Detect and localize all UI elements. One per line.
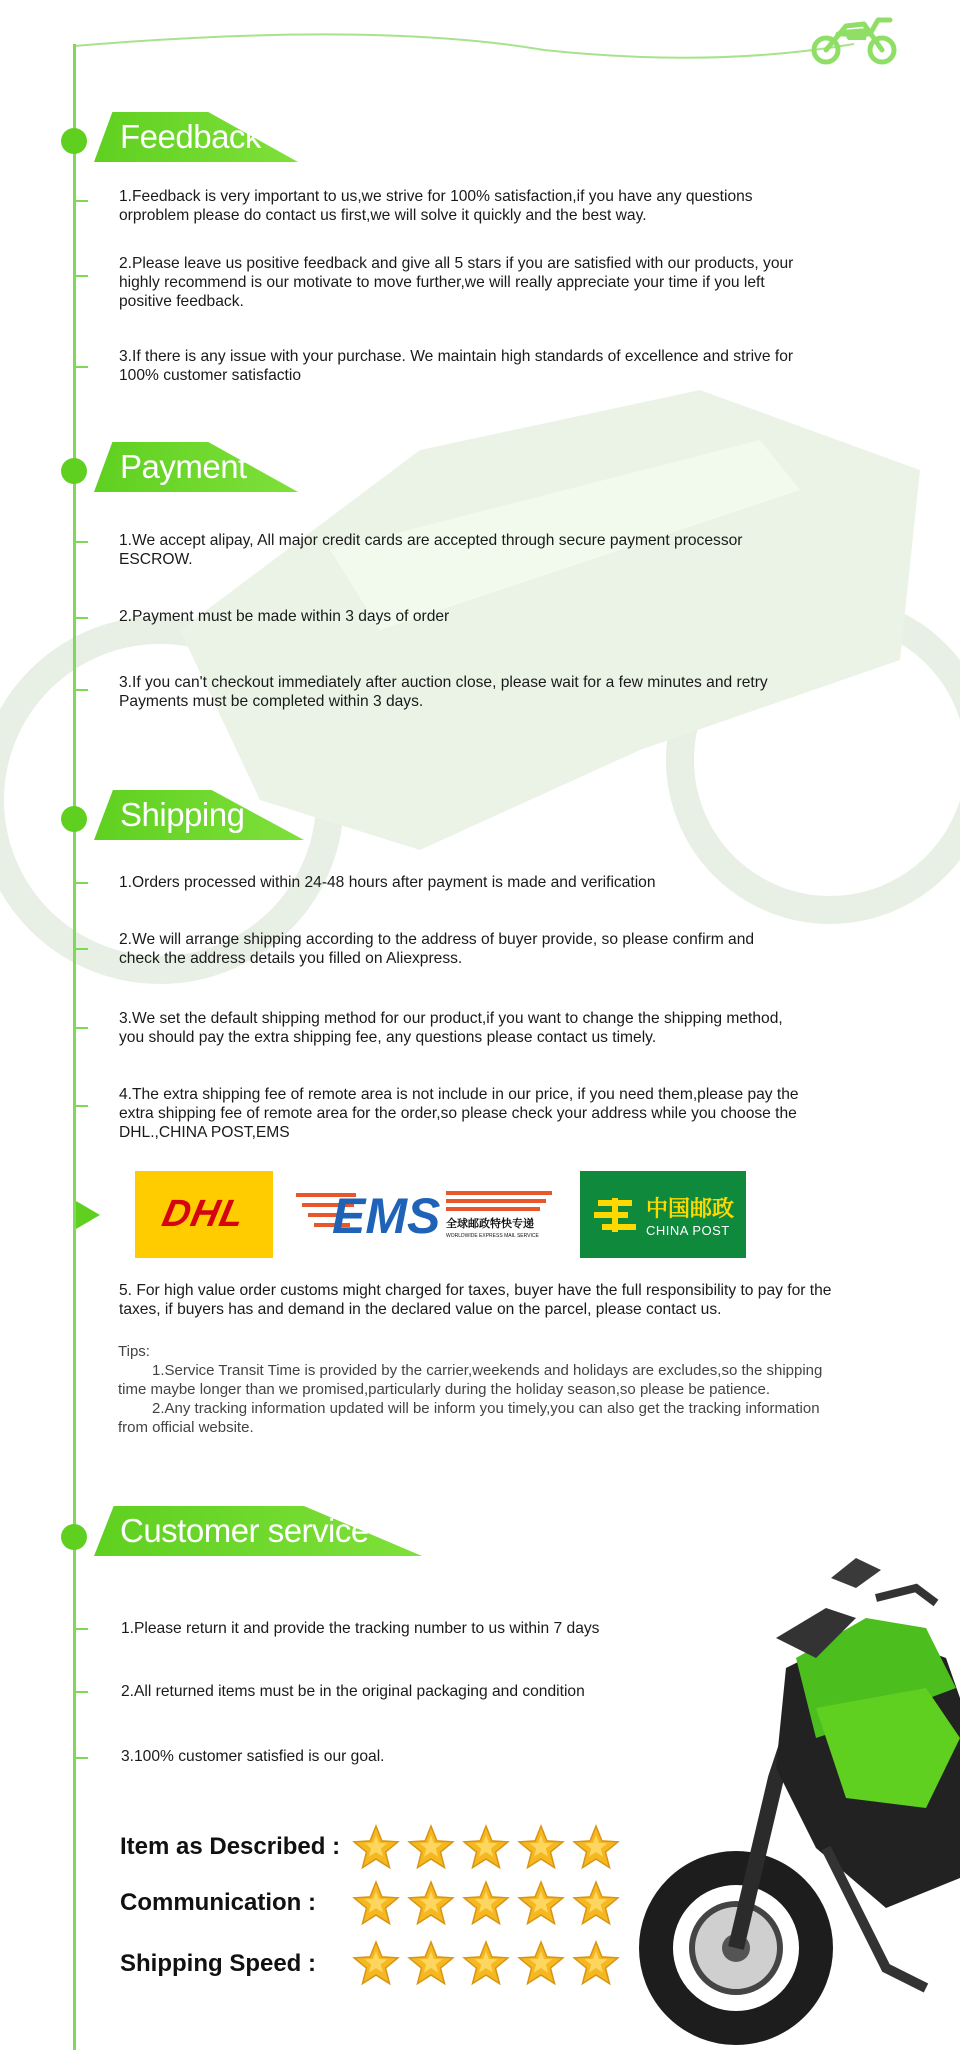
dhl-logo — [135, 1171, 273, 1258]
rating-stars — [352, 1879, 620, 1927]
china-post-cn: 中国邮政 — [645, 1195, 734, 1221]
tip-item-1: 1.Service Transit Time is provided by the carrier,weekends and holidays are excludes,so the shipping time maybe longer than we promised,particularly during the holiday season,so please be patience. — [118, 1362, 823, 1398]
timeline-line — [73, 44, 76, 2050]
rating-stars — [352, 1939, 620, 1987]
star-icon — [517, 1823, 565, 1871]
star-icon — [407, 1939, 455, 1987]
timeline-tick — [76, 366, 88, 368]
feedback-item-2: 2.Please leave us positive feedback and give all 5 stars if you are satisfied with our products, your highly recommend is our motivate to move further,we will really appreciate your time if you left positive feedback. — [119, 255, 794, 310]
payment-item-1: 1.We accept alipay, All major credit cards are accepted through secure payment processor ESCROW. — [119, 532, 743, 568]
tips-title: Tips: — [118, 1343, 150, 1360]
feedback-item-3: 3.If there is any issue with your purchase. We maintain high standards of excellence and strive for 100% customer satisfactio — [119, 348, 794, 384]
customer-service-item-2: 2.All returned items must be in the original packaging and condition — [121, 1683, 585, 1700]
ems-logo-graphic — [296, 1171, 552, 1258]
shipping-tips — [118, 1342, 838, 1437]
timeline-tick — [76, 1628, 88, 1630]
timeline-tick — [76, 882, 88, 884]
star-icon — [572, 1879, 620, 1927]
shipping-item-2: 2.We will arrange shipping according to the address of buyer provide, so please confirm and check the address details you filled on Aliexpress. — [119, 931, 755, 967]
rating-label-shipping-speed: Shipping Speed : — [120, 1950, 316, 1977]
star-icon — [352, 1939, 400, 1987]
star-icon — [517, 1939, 565, 1987]
star-icon — [407, 1823, 455, 1871]
shipping-header — [94, 790, 304, 840]
timeline-node — [61, 1524, 87, 1550]
china-post-text — [646, 1192, 734, 1238]
star-icon — [462, 1939, 510, 1987]
star-icon — [407, 1879, 455, 1927]
timeline-tick — [76, 541, 88, 543]
shipping-item-5: 5. For high value order customs might charged for taxes, buyer have the full responsibility to pay for the taxes, if buyers has and demand in the declared value on the parcel, please contact us. — [119, 1282, 832, 1318]
feedback-item-1: 1.Feedback is very important to us,we strive for 100% satisfaction,if you have any questions orproblem please do contact us first,we will solve it quickly and the best way. — [119, 188, 753, 224]
timeline-tick — [76, 1757, 88, 1759]
timeline-tick — [76, 617, 88, 619]
star-icon — [352, 1823, 400, 1871]
timeline-tick — [76, 689, 88, 691]
timeline-node — [61, 128, 87, 154]
star-icon — [572, 1939, 620, 1987]
china-post-emblem-icon — [592, 1192, 638, 1238]
shipping-item-1: 1.Orders processed within 24-48 hours after payment is made and verification — [119, 874, 656, 891]
star-icon — [517, 1879, 565, 1927]
timeline-tick — [76, 1691, 88, 1693]
payment-item-2: 2.Payment must be made within 3 days of order — [119, 608, 450, 625]
ems-logo — [296, 1171, 552, 1258]
top-curve-line — [74, 26, 894, 66]
customer-service-header — [94, 1506, 422, 1556]
star-icon — [572, 1823, 620, 1871]
timeline-node — [61, 806, 87, 832]
timeline-tick — [76, 275, 88, 277]
motorcycle-icon — [808, 10, 900, 68]
customer-service-item-3: 3.100% customer satisfied is our goal. — [121, 1748, 385, 1765]
payment-header — [94, 442, 298, 492]
ems-logo-cn: 全球邮政特快专递 — [446, 1217, 534, 1230]
shipping-item-3: 3.We set the default shipping method for our product,if you want to change the shipping method, you should pay the extra shipping fee, any questions please contact us timely. — [119, 1010, 783, 1046]
section-title: Payment — [120, 448, 247, 485]
star-icon — [462, 1879, 510, 1927]
feedback-header — [94, 112, 298, 162]
china-post-en: CHINA POST — [645, 1222, 730, 1238]
customer-service-item-1: 1.Please return it and provide the tracking number to us within 7 days — [121, 1620, 600, 1637]
section-title: Shipping — [120, 796, 245, 833]
star-icon — [352, 1879, 400, 1927]
rating-label-communication: Communication : — [120, 1889, 316, 1916]
timeline-arrow — [76, 1201, 100, 1229]
section-title: Feedback — [120, 118, 261, 155]
tip-item-2: 2.Any tracking information updated will be inform you timely,you can also get the tracking information from official website. — [118, 1400, 820, 1436]
china-post-logo — [580, 1171, 746, 1258]
star-icon — [462, 1823, 510, 1871]
dhl-logo-text: DHL — [159, 1193, 250, 1235]
rating-label-item-as-described: Item as Described : — [120, 1833, 341, 1860]
timeline-tick — [76, 948, 88, 950]
payment-item-3: 3.If you can't checkout immediately after auction close, please wait for a few minutes and retry Payments must be completed within 3 days. — [119, 674, 768, 710]
ems-logo-text: EMS — [332, 1188, 441, 1244]
ems-logo-en: WORLDWIDE EXPRESS MAIL SERVICE — [446, 1233, 539, 1239]
timeline-tick — [76, 200, 88, 202]
shipping-item-4: 4.The extra shipping fee of remote area is not include in our price, if you need them,please pay the extra shipping fee of remote area for the order,so please check your address while you choose the DHL.,CHINA POST,EMS — [119, 1086, 799, 1141]
timeline-tick — [76, 1027, 88, 1029]
rating-stars — [352, 1823, 620, 1871]
timeline-tick — [76, 1105, 88, 1107]
timeline-node — [61, 458, 87, 484]
section-title: Customer service — [120, 1512, 369, 1549]
motorcycle-photo — [626, 1548, 960, 2050]
